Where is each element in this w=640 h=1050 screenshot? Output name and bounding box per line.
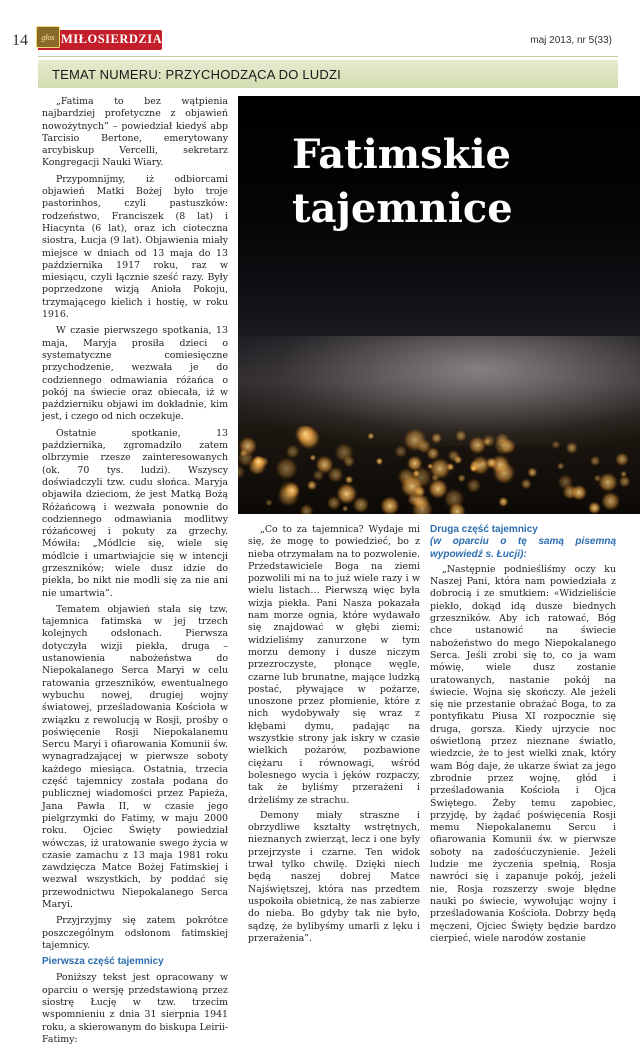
- magazine-logo: [36, 26, 60, 48]
- bokeh-light: [455, 430, 467, 442]
- issue-info: maj 2013, nr 5(33): [530, 35, 612, 46]
- bokeh-light: [342, 506, 348, 512]
- city-lights-bokeh: [238, 426, 640, 514]
- section-subhead: [430, 524, 616, 561]
- bokeh-light: [400, 475, 423, 498]
- header-divider: [38, 56, 618, 57]
- bokeh-light: [431, 433, 442, 444]
- section-subhead: Pierwsza część tajemnicy: [42, 956, 164, 968]
- paragraph: Ostatnie spotkanie, 13 października, zgromadziło zatem olbrzymie rzesze zainteresowanych (ok. 70 tys. ludzi). Wszyscy doświadczyli tzw. cudu słońca. Maryja objawiła dzieciom, że jest Matką Bożą Różańcową i wezwała ponownie do codziennego odmawiania modlitwy różańcowej i pokuty za grzechy. Mówiła: „Módlcie się, wiele się módlcie i umartwiajcie się w intencji grzeszników; wiele dusz idzie do piekła, bo nikt nie modli się za nie ani nie umartwia”.: [42, 427, 228, 599]
- topic-heading: TEMAT NUMERU: PRZYCHODZĄCA DO LUDZI: [52, 67, 341, 82]
- bokeh-light: [521, 479, 532, 490]
- bokeh-light: [598, 472, 618, 492]
- bokeh-light: [286, 444, 300, 458]
- bokeh-light: [239, 449, 247, 457]
- bokeh-light: [380, 496, 400, 514]
- middle-column: [248, 524, 420, 948]
- section-subhead-title: Druga część tajemnicy: [430, 524, 538, 535]
- bokeh-light: [313, 469, 325, 481]
- bokeh-light: [310, 454, 317, 461]
- bokeh-light: [551, 440, 560, 449]
- bokeh-light: [494, 437, 512, 455]
- bokeh-light: [486, 457, 497, 468]
- paragraph: Tematem objawień stała się tzw. tajemnica fatimska w jej trzech kolejnych odsłonach. Pierwsza dotyczyła wizji piekła, druga – ustanowienia nabożeństwa do Niepokalanego Serca Maryi w celu ratowania grzeszników, ewentualnego wybuchu nowej, drugiej wojny światowej, prześladowania Kościoła w związku z rewolucją w Rosji, prośby o poświęcenie Rosji Niepokalanemu Sercu Maryi i ofiarowania Komunii św. wynagradzającej w pierwsze soboty każdego miesiąca. Ostatnia, trzecia część tajemnicy została podana do publicznej wiadomości przez Papieża, Jana Pawła II, w czasie jego pielgrzymki do Fatimy, w maju 2000 roku. Ojciec Święty powiedział wówczas, iż uratowanie swego życia w czasie zamachu z 13 maja 1981 roku zawdzięcza Matce Bożej Fatimskiej i wezwał wszystkich, by poddać się przewodnictwu Niepokalanego Serca Maryi.: [42, 603, 228, 910]
- bokeh-light: [619, 476, 631, 488]
- bokeh-light: [458, 474, 466, 482]
- bokeh-light: [394, 445, 407, 458]
- bokeh-light: [352, 496, 369, 513]
- bokeh-light: [284, 482, 301, 499]
- section-subhead-note: (w oparciu o tę samą pisemną wypowiedź s. Łucji):: [430, 536, 616, 560]
- bokeh-light: [367, 433, 374, 440]
- paragraph: „Fatima to bez wątpienia najbardziej profetyczne z objawień nowożytnych” – powiedział kiedyś abp Tarcisio Bertone, emerytowany arcybiskup Vercelli, sekretarz Kongregacji Nauki Wiary.: [42, 96, 228, 169]
- bokeh-light: [498, 497, 508, 507]
- bokeh-light: [557, 462, 565, 470]
- bokeh-light: [345, 476, 353, 484]
- bokeh-light: [468, 436, 486, 454]
- paragraph: „Co to za tajemnica? Wydaje mi się, że mogę to powiedzieć, bo z nieba otrzymałam na to pozwolenie. Przedstawiciele Boga na ziemi pozwolili mi na to już wiele razy i w wielu listach… Pierwszą więc była wizja piekła. Pani Nasza pokazała nam morze ognia, które wydawało się znajdować w głębi ziemi; widzieliśmy zanurzone w tym morzu demony i dusze niczym przezroczyste, płonące węgle, czarne lub brunatne, mające ludzką postać, pływające w pożarze, unoszone przez płomienie, które z nich wydobywały się wraz z kłębami dymu, padając na wszystkie strony jak iskry w czasie wielkich pożarów, pozbawione ciężaru i równowagi, wśród bolesnego wycia i jęków rozpaczy, tak że byliśmy przerażeni i drżeliśmy ze strachu.: [248, 524, 420, 806]
- paragraph: Poniższy tekst jest opracowany w oparciu o wersję przedstawioną przez siostrę Łucję w tzw. trzecim wspomnieniu z dnia 31 sierpnia 1941 roku, a skierowanym do biskupa Leirii-Fatimy:: [42, 972, 228, 1045]
- bokeh-light: [566, 442, 578, 454]
- bokeh-light: [307, 480, 317, 490]
- bokeh-light: [590, 456, 600, 466]
- magazine-logo-text: głos: [41, 32, 55, 42]
- bokeh-light: [275, 457, 298, 480]
- bokeh-light: [300, 504, 314, 514]
- article-title: [292, 128, 532, 236]
- bokeh-light: [376, 458, 383, 465]
- bokeh-light: [238, 465, 245, 479]
- bokeh-light: [417, 439, 432, 454]
- bokeh-light: [448, 450, 460, 462]
- magazine-masthead: [38, 30, 162, 50]
- bokeh-light: [466, 478, 481, 493]
- paragraph: W czasie pierwszego spotkania, 13 maja, Maryja prosiła dzieci o systematyczne comiesięczne przychodzenie, wezwała je do codziennego odmawiania różańca o pokój na świecie oraz obiecała, iż w październiku objawi im dokładnie, kim jest, i czego od nich oczekuje.: [42, 325, 228, 423]
- magazine-title: MIŁOSIERDZIA: [61, 32, 163, 46]
- paragraph: Demony miały straszne i obrzydliwe kształty wstrętnych, nieznanych zwierząt, lecz i one były przejrzyste i czarne. Ten widok trwał tylko chwilę. Dzięki niech będą naszej dobrej Matce Najświętszej, która nas przedtem uspokoiła obietnicą, że nas zabierze do nieba. Bo gdyby tak nie było, sądzę, że bylibyśmy umarli z lęku i przerażenia”.: [248, 809, 420, 944]
- bokeh-light: [601, 491, 620, 510]
- left-column: [42, 96, 228, 1050]
- page-number: 14: [12, 32, 28, 49]
- bokeh-light: [571, 485, 587, 501]
- bokeh-light: [588, 502, 601, 515]
- bokeh-light: [558, 474, 574, 490]
- paragraph: Przypomnijmy, iż odbiorcami objawień Matki Bożej było troje pastorinhos, czyli pastuszków: rodzeństwo, Franciszek (8 lat) i Hiacynta (6 lat), oraz ich cioteczna siostra, Łucja (9 lat). Objawienia miały miejsce w dniach od 13 maja do 13 października 1917 roku, raz w miesiącu, czyli łącznie sześć razy. Były poprzedzone wizją Anioła Pokoju, trzymającego kielich i hostię, w roku 1916.: [42, 173, 228, 321]
- bokeh-light: [252, 455, 264, 467]
- paragraph: „Następnie podnieśliśmy oczy ku Naszej Pani, która nam powiedziała z dobrocią i ze smutkiem: «Widzieliście piekło, dokąd idą dusze biednych grzeszników. Aby ich ratować, Bóg chce ustanowić na świecie nabożeństwo do mego Niepokalanego Serca. Jeśli zrobi się to, co ja wam mówię, wiele dusz zostanie uratowanych, nastanie pokój na świecie. Wojna się skończy. Ale jeżeli się nie przestanie obrażać Boga, to za pontyfikatu Piusa XI rozpocznie się druga, gorsza. Kiedy ujrzycie noc oświetloną przez nieznane światło, wiedzcie, że to jest wielki znak, który wam Bóg daje, że ukarze świat za jego zbrodnie przez wojnę, głód i prześladowania Kościoła i Ojca Świętego. Żeby temu zapobiec, przyjdę, by żądać poświęcenia Rosji memu Niepokalanemu Sercu i ofiarowania Komunii św. w pierwsze soboty na zadośćuczynienie. Jeżeli ludzie me życzenia spełnią, Rosja nawróci się i zapanuje pokój, jeżeli nie, Rosja rozszerzy swoje błędne nauki po świecie, wywołując wojny i prześladowania Kościoła. Dobrzy będą męczeni, Ojciec Święty będzie bardzo cierpieć, wiele narodów zostanie: [430, 563, 616, 944]
- article-title-line2: tajemnice: [292, 185, 513, 232]
- right-column: [430, 524, 616, 948]
- bokeh-light: [328, 467, 344, 483]
- article-title-line1: Fatimskie: [292, 131, 512, 178]
- bokeh-light: [470, 465, 478, 473]
- bokeh-light: [343, 456, 355, 468]
- bokeh-light: [527, 467, 537, 477]
- bokeh-light: [615, 452, 629, 466]
- paragraph: Przyjrzyjmy się zatem pokrótce poszczególnym odsłonom fatimskiej tajemnicy.: [42, 915, 228, 951]
- bokeh-light: [265, 499, 272, 506]
